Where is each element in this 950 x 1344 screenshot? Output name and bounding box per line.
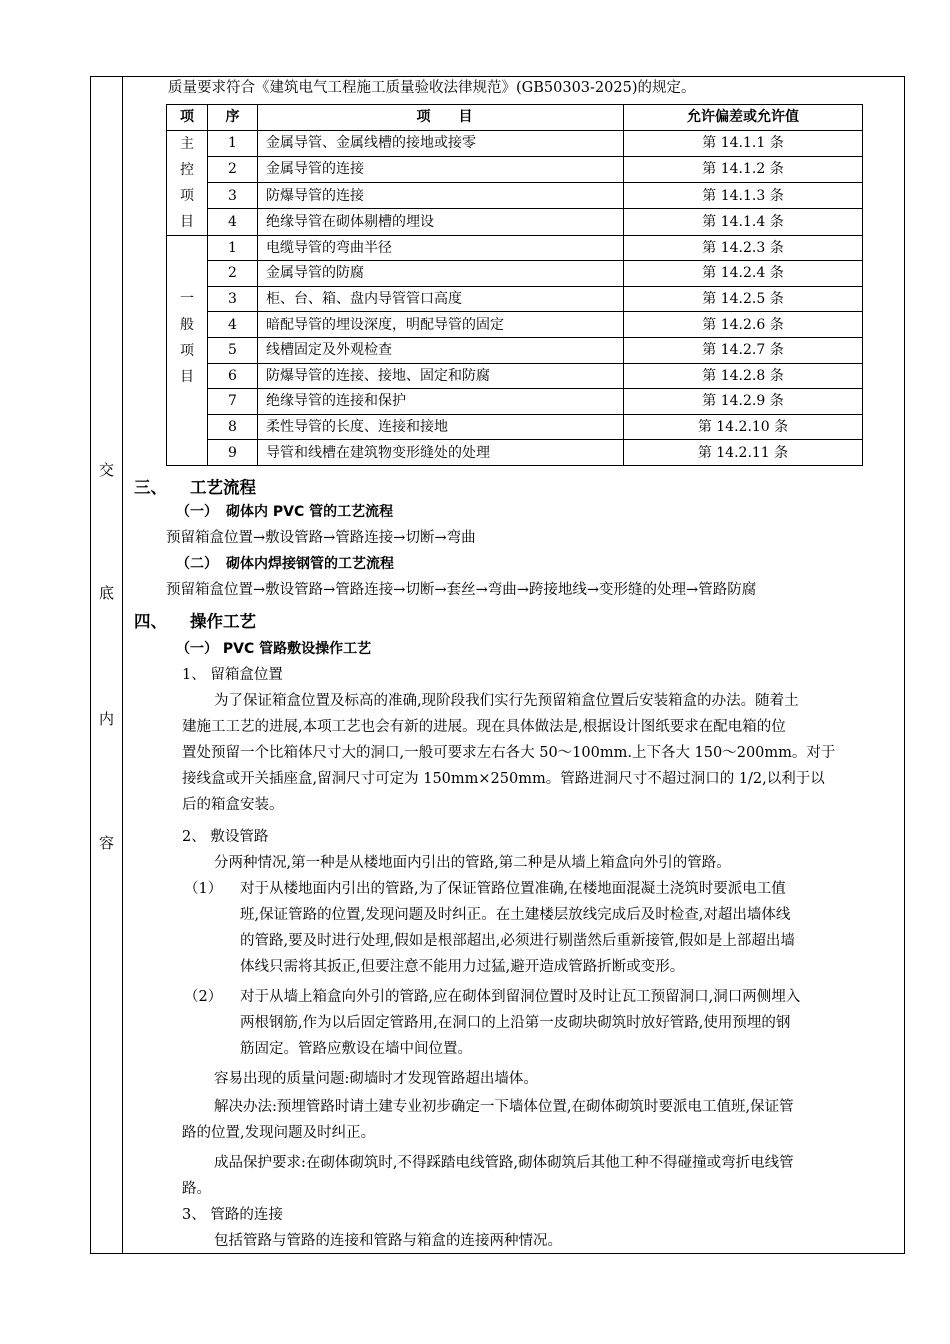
item1-line-4: 接线盒或开关插座盒,留洞尺寸可定为 150mm×250mm。管路进洞尺寸不超过洞口的 1/2,以利于以 — [182, 771, 825, 787]
row-number: 3 — [208, 286, 258, 312]
row-value: 第 14.2.11 条 — [624, 440, 863, 466]
table-row — [167, 312, 863, 338]
row-value: 第 14.1.2 条 — [624, 156, 863, 182]
spec-table — [166, 104, 863, 466]
general-category-char: 一 — [180, 290, 194, 307]
table-header-row — [167, 105, 863, 131]
section3-sub1-flow: 预留箱盒位置→敷设管路→管路连接→切断→弯曲 — [166, 530, 476, 546]
item2-p1-line-1: 对于从楼地面内引出的管路,为了保证管路位置准确,在楼地面混凝土浇筑时要派电工值 — [240, 881, 786, 897]
item1-line-3: 置处预留一个比箱体尺寸大的洞口,一般可要求左右各大 50～100mm.上下各大 150～200mm。对于 — [182, 745, 836, 761]
row-item: 暗配导管的埋设深度，明配导管的固定 — [258, 312, 624, 338]
row-value: 第 14.2.7 条 — [624, 337, 863, 363]
table-row — [167, 363, 863, 389]
section3-sub1-number: （一） — [176, 504, 218, 520]
table-row — [167, 286, 863, 312]
row-number: 9 — [208, 440, 258, 466]
item1-line-1: 为了保证箱盒位置及标高的准确,现阶段我们实行先预留箱盒位置后安装箱盒的办法。随着土 — [214, 693, 799, 709]
general-category-char: 项 — [180, 342, 194, 359]
protection-line-1: 成品保护要求:在砌体砌筑时,不得踩踏电线管路,砌体砌筑后其他工种不得碰撞或弯折电线管 — [214, 1155, 794, 1171]
section4-number: 四、 — [134, 612, 167, 631]
item2-p2-line-2: 两根钢筋,作为以后固定管路用,在洞口的上沿第一皮砌块砌筑时放好管路,使用预埋的钢 — [240, 1015, 791, 1031]
row-item: 金属导管的连接 — [258, 156, 624, 182]
item2-p1-number: （1） — [184, 881, 223, 897]
item1-title: 1、 留箱盒位置 — [182, 667, 283, 683]
row-number: 4 — [208, 312, 258, 338]
protection-line-2: 路。 — [182, 1181, 211, 1197]
item2-intro: 分两种情况,第一种是从楼地面内引出的管路,第二种是从墙上箱盒向外引的管路。 — [214, 855, 731, 871]
row-item: 金属导管的防腐 — [258, 261, 624, 287]
item3-intro: 包括管路与管路的连接和管路与箱盒的连接两种情况。 — [214, 1233, 562, 1249]
row-number: 4 — [208, 209, 258, 235]
table-row — [167, 235, 863, 261]
item2-title: 2、 敷设管路 — [182, 829, 269, 845]
row-item: 防爆导管的连接 — [258, 183, 624, 209]
quality-intro: 质量要求符合《建筑电气工程施工质量验收法律规范》(GB50303-2025)的规定。 — [168, 80, 696, 96]
main-category-char: 项 — [180, 187, 194, 204]
row-number: 8 — [208, 414, 258, 440]
row-number: 2 — [208, 156, 258, 182]
header-value: 允许偏差或允许值 — [624, 105, 863, 131]
side-label-char-4: 容 — [98, 834, 114, 852]
quality-issue: 容易出现的质量问题:砌墙时才发现管路超出墙体。 — [214, 1071, 538, 1087]
row-value: 第 14.1.4 条 — [624, 209, 863, 235]
column-divider — [122, 76, 123, 1254]
row-item: 柜、台、箱、盘内导管管口高度 — [258, 286, 624, 312]
table-row — [167, 389, 863, 415]
row-item: 柔性导管的长度、连接和接地 — [258, 414, 624, 440]
header-category: 项 — [167, 105, 208, 131]
row-value: 第 14.2.8 条 — [624, 363, 863, 389]
item2-p1-line-4: 体线只需将其扳正,但要注意不能用力过猛,避开造成管路折断或变形。 — [240, 959, 685, 975]
side-label-char-1: 交 — [98, 461, 114, 479]
row-number: 2 — [208, 261, 258, 287]
table-row — [167, 209, 863, 235]
row-item: 绝缘导管在砌体剔槽的埋设 — [258, 209, 624, 235]
row-item: 防爆导管的连接、接地、固定和防腐 — [258, 363, 624, 389]
side-label-char-3: 内 — [98, 710, 114, 728]
row-number: 5 — [208, 337, 258, 363]
row-number: 6 — [208, 363, 258, 389]
item2-p2-number: （2） — [184, 989, 223, 1005]
header-number: 序 — [208, 105, 258, 131]
general-category-cell — [167, 235, 208, 465]
general-category-char: 般 — [180, 316, 194, 333]
side-label-char-2: 底 — [98, 584, 114, 602]
section3-sub2-flow: 预留箱盒位置→敷设管路→管路连接→切断→套丝→弯曲→跨接地线→变形缝的处理→管路防腐 — [166, 582, 757, 598]
row-value: 第 14.2.3 条 — [624, 235, 863, 261]
section3-sub1-title: 砌体内 PVC 管的工艺流程 — [226, 504, 394, 520]
item2-p1-line-2: 班,保证管路的位置,发现问题及时纠正。在土建楼层放线完成后及时检查,对超出墙体线 — [240, 907, 791, 923]
table-row — [167, 156, 863, 182]
table-row — [167, 337, 863, 363]
row-number: 1 — [208, 235, 258, 261]
row-value: 第 14.2.6 条 — [624, 312, 863, 338]
row-item: 金属导管、金属线槽的接地或接零 — [258, 130, 624, 156]
section3-title: 工艺流程 — [190, 478, 256, 497]
row-value: 第 14.2.5 条 — [624, 286, 863, 312]
row-item: 电缆导管的弯曲半径 — [258, 235, 624, 261]
row-value: 第 14.2.10 条 — [624, 414, 863, 440]
main-category-char: 控 — [180, 161, 194, 178]
item2-p2-line-3: 筋固定。管路应敷设在墙中间位置。 — [240, 1041, 472, 1057]
item3-title: 3、 管路的连接 — [182, 1207, 283, 1223]
solution-line-1: 解决办法:预埋管路时请土建专业初步确定一下墙体位置,在砌体砌筑时要派电工值班,保证管 — [214, 1099, 794, 1115]
row-item: 线槽固定及外观检查 — [258, 337, 624, 363]
section3-number: 三、 — [134, 478, 167, 497]
row-value: 第 14.2.4 条 — [624, 261, 863, 287]
row-number: 3 — [208, 183, 258, 209]
row-value: 第 14.1.1 条 — [624, 130, 863, 156]
item2-p1-line-3: 的管路,要及时进行处理,假如是根部超出,必须进行剔凿然后重新接管,假如是上部超出墙 — [240, 933, 795, 949]
row-item: 导管和线槽在建筑物变形缝处的处理 — [258, 440, 624, 466]
item1-line-5: 后的箱盒安装。 — [182, 797, 284, 813]
section4-title: 操作工艺 — [190, 612, 256, 631]
table-row — [167, 130, 863, 156]
table-row — [167, 261, 863, 287]
general-category-char: 目 — [180, 368, 194, 385]
row-item: 绝缘导管的连接和保护 — [258, 389, 624, 415]
row-value: 第 14.1.3 条 — [624, 183, 863, 209]
section4-sub1: （一） PVC 管路敷设操作工艺 — [176, 641, 372, 657]
row-number: 1 — [208, 130, 258, 156]
section3-sub2-title: 砌体内焊接钢管的工艺流程 — [226, 556, 394, 572]
row-value: 第 14.2.9 条 — [624, 389, 863, 415]
table-row — [167, 414, 863, 440]
table-row — [167, 183, 863, 209]
main-category-char: 主 — [180, 135, 194, 152]
item1-line-2: 建施工工艺的进展,本项工艺也会有新的进展。现在具体做法是,根据设计图纸要求在配电箱的位 — [182, 719, 786, 735]
section3-sub2-number: （二） — [176, 556, 218, 572]
table-row — [167, 440, 863, 466]
item2-p2-line-1: 对于从墙上箱盒向外引的管路,应在砌体到留洞位置时及时让瓦工预留洞口,洞口两侧埋入 — [240, 989, 801, 1005]
solution-line-2: 路的位置,发现问题及时纠正。 — [182, 1125, 376, 1141]
header-item: 项 目 — [258, 105, 624, 131]
main-category-cell — [167, 130, 208, 235]
row-number: 7 — [208, 389, 258, 415]
main-category-char: 目 — [180, 213, 194, 230]
